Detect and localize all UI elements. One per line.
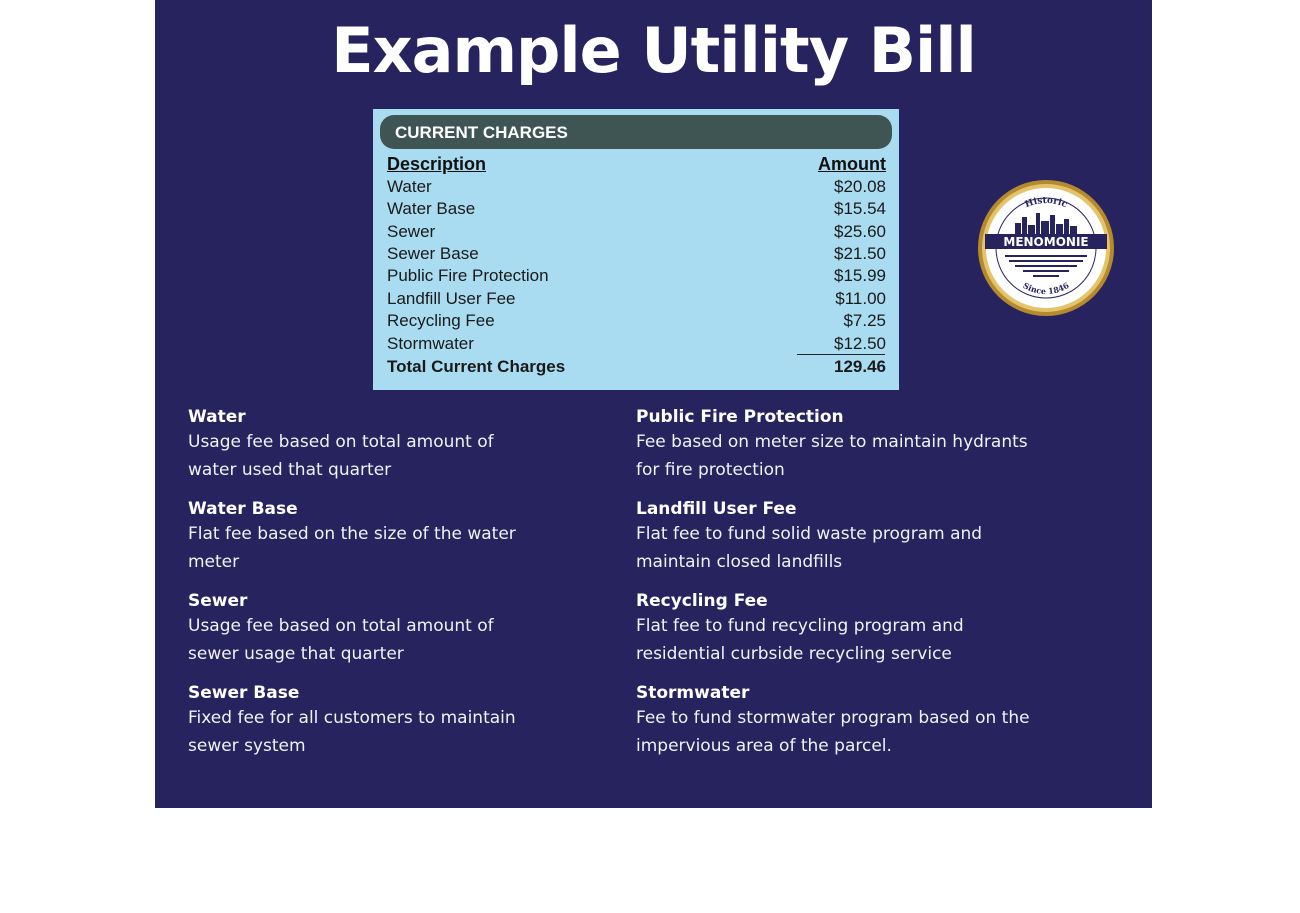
definition-text: sewer usage that quarter [188,644,404,664]
charge-row [387,289,886,311]
charge-amount: $15.54 [834,199,886,218]
total-description: Total Current Charges [387,357,566,376]
definition-text: Flat fee to fund recycling program and [636,616,964,636]
charge-amount: $15.99 [834,266,886,285]
charge-description: Water Base [387,199,476,218]
definition-heading: Landfill User Fee [636,499,797,519]
definition-text: for fire protection [636,460,785,480]
charge-amount: $21.50 [834,244,886,263]
definition-heading: Stormwater [636,683,750,703]
charge-amount: $7.25 [843,311,886,330]
definition-text: Flat fee to fund solid waste program and [636,524,983,544]
charge-row [387,266,886,288]
definition-text: sewer system [188,736,306,756]
definition-water-base [188,498,516,576]
charge-row [387,334,886,356]
charge-description: Landfill User Fee [387,289,516,308]
definition-heading: Sewer [188,591,248,611]
page-title: Example Utility Bill [331,14,976,87]
definition-text: Fee based on meter size to maintain hydrants [636,432,1028,452]
definition-text: water used that quarter [188,460,392,480]
charge-description: Sewer [387,222,436,241]
logo-top-text: Historic [1023,195,1069,211]
definition-heading: Public Fire Protection [636,407,844,427]
definition-public-fire-protection [636,406,1028,484]
definition-text: Usage fee based on total amount of [188,616,494,636]
definition-text: Fixed fee for all customers to maintain [188,708,516,728]
charge-row [387,311,886,333]
definition-heading: Sewer Base [188,683,300,703]
charge-description: Recycling Fee [387,311,495,330]
bill-header [380,115,892,149]
definition-text: Flat fee based on the size of the water [188,524,516,544]
description-column-header: Description [387,154,487,174]
charge-description: Sewer Base [387,244,479,263]
charge-amount: $25.60 [834,222,886,241]
charge-row [387,199,886,221]
charge-amount: $12.50 [834,334,886,353]
definition-text: residential curbside recycling service [636,644,952,664]
charge-description: Water [387,177,432,196]
definition-text: meter [188,552,240,572]
bill-image [373,109,899,390]
charge-description: Public Fire Protection [387,266,549,285]
definition-sewer-base [188,682,516,760]
definition-text: impervious area of the parcel. [636,736,892,756]
definition-text: Fee to fund stormwater program based on the [636,708,1030,728]
charge-description: Stormwater [387,334,474,353]
definition-text: maintain closed landfills [636,552,843,572]
charge-row [387,177,886,199]
definition-water [188,406,494,484]
charge-amount: $20.08 [834,177,886,196]
charge-row [387,222,886,244]
total-amount: 129.46 [834,357,886,376]
definition-stormwater [636,682,1030,760]
charge-amount: $11.00 [835,289,886,308]
definition-landfill-user-fee [636,498,982,576]
bill-header-label: CURRENT CHARGES [395,123,568,142]
definition-heading: Recycling Fee [636,591,768,611]
charge-row [387,244,886,266]
menomonie-seal-logo [977,179,1115,317]
definition-text: Usage fee based on total amount of [188,432,494,452]
definition-heading: Water [188,407,246,427]
logo-bottom-text: Since 1846 [1021,280,1071,297]
definition-heading: Water Base [188,499,298,519]
total-row [387,357,886,379]
logo-name: MENOMONIE [1003,235,1089,249]
amount-column-header: Amount [818,154,886,174]
sum-divider [797,354,885,355]
definition-recycling-fee [636,590,964,668]
definition-sewer [188,590,494,668]
